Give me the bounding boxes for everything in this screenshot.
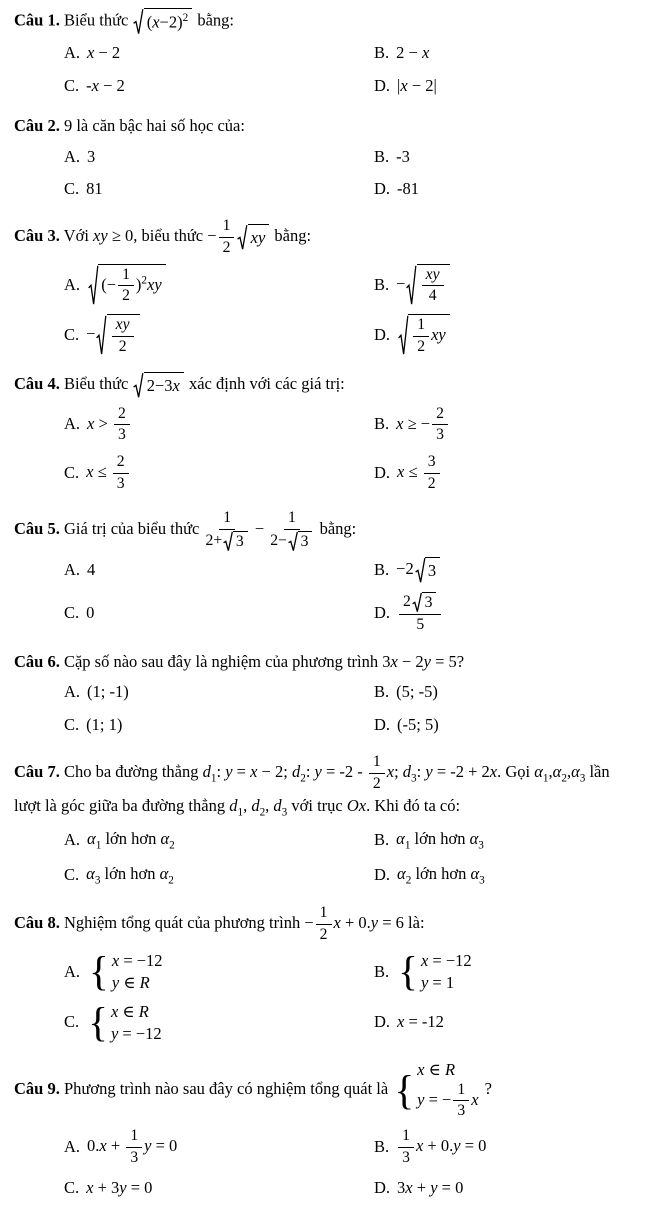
option-key: C. xyxy=(64,325,80,345)
radical-icon xyxy=(406,264,416,307)
question-stem: Giá trị của biểu thức 1 2+ 3 − 1 2− 3 bằng: xyxy=(63,508,357,550)
option-C xyxy=(64,588,374,639)
option-key: B. xyxy=(374,961,390,981)
brace-icon: { xyxy=(89,948,109,995)
option-text: 81 xyxy=(86,179,103,199)
option-key: A. xyxy=(64,43,81,63)
option-D xyxy=(374,310,636,361)
question-6 xyxy=(14,650,636,742)
option-key: C. xyxy=(64,1177,80,1197)
option-text: -x − 2 xyxy=(86,76,125,95)
option-key: B. xyxy=(374,43,390,63)
option-C xyxy=(64,173,374,206)
question-label: Câu 5. xyxy=(14,518,60,538)
option-text: (1; 1) xyxy=(86,715,123,735)
option-key: C. xyxy=(64,179,80,199)
option-key: B. xyxy=(374,146,390,166)
options-grid xyxy=(14,141,636,207)
option-key: D. xyxy=(374,864,391,884)
option-C xyxy=(64,310,374,361)
question-label: Câu 6. xyxy=(14,651,60,671)
options-grid xyxy=(14,37,636,103)
brace-icon: { xyxy=(398,948,418,995)
option-key: D. xyxy=(374,463,391,483)
question-label: Câu 9. xyxy=(14,1079,60,1099)
question-stem: Biểu thức $(x-2)^2$ bằng: xyxy=(64,10,234,29)
option-B xyxy=(374,823,636,858)
option-key: C. xyxy=(64,602,80,622)
option-B xyxy=(374,676,636,709)
option-B xyxy=(374,260,636,311)
option-key: A. xyxy=(64,829,81,849)
option-A xyxy=(64,553,374,588)
option-key: A. xyxy=(64,274,81,294)
option-key: C. xyxy=(64,715,80,735)
option-text: − $\frac{xy}{2}$ xyxy=(86,314,140,357)
question-stem-row xyxy=(14,904,636,945)
question-stem-row xyxy=(14,217,636,258)
question-stem-row xyxy=(14,114,636,139)
brace-icon: { xyxy=(394,1066,415,1113)
question-label: Câu 2. xyxy=(14,115,60,135)
option-text: 3x + y = 0 xyxy=(397,1177,464,1197)
brace-icon: { xyxy=(88,999,108,1046)
question-8 xyxy=(14,904,636,1048)
question-list xyxy=(14,8,636,1205)
option-text: − $\frac{xy}{4}$ xyxy=(396,264,450,307)
option-key: A. xyxy=(64,414,81,434)
option-text: -81 xyxy=(397,179,420,199)
options-grid xyxy=(14,260,636,361)
option-D xyxy=(374,70,636,103)
radical-icon xyxy=(237,224,247,251)
question-4 xyxy=(14,372,636,498)
option-key: D. xyxy=(374,1177,391,1197)
options-grid xyxy=(14,401,636,498)
question-5 xyxy=(14,509,636,639)
question-2 xyxy=(14,114,636,206)
option-key: B. xyxy=(374,1137,390,1157)
option-text: 0.x + $\frac{1}{3}$ y = 0 xyxy=(87,1127,178,1167)
option-key: D. xyxy=(374,1012,391,1032)
option-key: C. xyxy=(64,76,80,95)
radical-icon xyxy=(398,314,408,357)
option-D xyxy=(374,997,636,1048)
option-text: x + 3y = 0 xyxy=(86,1177,153,1197)
option-text: x ≤ $\frac{2}{3}$ xyxy=(86,453,130,494)
option-C xyxy=(64,449,374,498)
question-7 xyxy=(14,753,636,893)
option-A xyxy=(64,1123,374,1172)
option-text: (− $\frac{1}{2}$ )$^2$xy xyxy=(87,264,167,307)
question-stem-row xyxy=(14,372,636,399)
option-B xyxy=(374,553,636,588)
question-label: Câu 1. xyxy=(14,10,60,30)
question-label: Câu 3. xyxy=(14,226,60,246)
option-key: C. xyxy=(64,463,80,483)
option-text: (-5; 5) xyxy=(397,715,439,735)
option-key: D. xyxy=(374,715,391,735)
option-C xyxy=(64,1172,374,1205)
radical-icon xyxy=(133,8,143,35)
option-text: (1; -1) xyxy=(87,682,129,702)
question-stem-row xyxy=(14,509,636,552)
option-key: D. xyxy=(374,179,391,199)
option-text: $\alpha_3$ lớn hơn $\alpha_2$ xyxy=(86,863,174,887)
options-grid xyxy=(14,823,636,893)
option-key: D. xyxy=(374,602,391,622)
option-D xyxy=(374,173,636,206)
option-text: $\alpha_1$ lớn hơn $\alpha_3$ xyxy=(396,828,484,851)
option-key: A. xyxy=(64,682,81,702)
option-text: x ≥ − $\frac{2}{3}$ xyxy=(396,405,450,446)
option-D xyxy=(374,449,636,498)
option-C xyxy=(64,709,374,742)
option-B xyxy=(374,1123,636,1172)
option-D xyxy=(374,858,636,893)
option-text: (5; -5) xyxy=(396,682,438,702)
question-9 xyxy=(14,1059,636,1204)
question-label: Câu 4. xyxy=(14,373,60,393)
option-text: 3 xyxy=(87,146,96,166)
radical-icon xyxy=(415,557,425,584)
option-key: B. xyxy=(374,829,390,849)
option-key: C. xyxy=(64,1012,80,1032)
question-3 xyxy=(14,217,636,361)
option-text: 4 xyxy=(87,560,96,580)
option-D xyxy=(374,709,636,742)
option-key: D. xyxy=(374,76,391,95)
option-text: −2 3 xyxy=(396,557,441,584)
question-stem: Với xy ≥ 0, biểu thức − $\frac{1}{2}$ xy bằng: xyxy=(63,217,312,256)
option-key: B. xyxy=(374,414,390,434)
option-text: { x = −12 y = 1 xyxy=(398,948,472,995)
options-grid xyxy=(14,946,636,1048)
radical-icon xyxy=(96,314,106,357)
option-text: |x − 2| xyxy=(397,76,437,95)
option-A xyxy=(64,401,374,450)
radical-icon xyxy=(88,264,98,307)
radical-icon xyxy=(412,592,422,613)
option-key: A. xyxy=(64,961,81,981)
option-B xyxy=(374,946,636,997)
option-A xyxy=(64,260,374,311)
question-stem-row xyxy=(14,8,636,35)
option-key: D. xyxy=(374,325,391,345)
option-C xyxy=(64,858,374,893)
question-1 xyxy=(14,8,636,103)
option-A xyxy=(64,37,374,70)
option-key: A. xyxy=(64,1137,81,1157)
option-D xyxy=(374,1172,636,1205)
option-text: x = -12 xyxy=(397,1012,444,1032)
question-stem: Phương trình nào sau đây có nghiệm tổng quát là { x ∈ R y = − $\frac{1}{3}$ x ? xyxy=(63,1060,492,1120)
option-key: B. xyxy=(374,274,390,294)
options-grid xyxy=(14,676,636,742)
radical-icon xyxy=(133,372,143,399)
option-text: $\frac{1}{2}$ xy xyxy=(397,314,451,357)
question-stem: Biểu thức 2−3x xác định với các giá trị: xyxy=(64,374,345,393)
option-text: x ≤ $\frac{3}{2}$ xyxy=(397,453,441,494)
question-stem: Nghiệm tổng quát của phương trình − $\frac{1}{2}$ x + 0.y = 6 là: xyxy=(63,903,425,943)
question-label: Câu 8. xyxy=(14,912,60,932)
option-B xyxy=(374,401,636,450)
option-key: B. xyxy=(374,682,390,702)
option-A xyxy=(64,946,374,997)
option-A xyxy=(64,823,374,858)
option-text: 0 xyxy=(86,602,95,622)
option-A xyxy=(64,141,374,174)
options-grid xyxy=(14,553,636,638)
option-B xyxy=(374,37,636,70)
option-text: x − 2 xyxy=(87,43,121,63)
option-C xyxy=(64,70,374,103)
options-grid xyxy=(14,1123,636,1204)
option-text: $\alpha_1$ lớn hơn $\alpha_2$ xyxy=(87,828,175,851)
option-A xyxy=(64,676,374,709)
option-D xyxy=(374,588,636,639)
question-stem: Cặp số nào sau đây là nghiệm của phương trình 3x − 2y = 5? xyxy=(63,651,465,671)
option-text: { x ∈ R y = −12 xyxy=(88,999,162,1046)
option-B xyxy=(374,141,636,174)
option-text: $\alpha_2$ lớn hơn $\alpha_3$ xyxy=(397,863,485,887)
option-text: { x = −12 y ∈ R xyxy=(89,948,163,995)
question-stem: 9 là căn bậc hai số học của: xyxy=(63,115,245,135)
option-key: A. xyxy=(64,560,81,580)
question-stem-row xyxy=(14,650,636,675)
option-text: $\frac{1}{3}$ x + 0.y = 0 xyxy=(396,1127,486,1168)
question-label: Câu 7. xyxy=(14,761,60,781)
option-text: 2 − x xyxy=(396,43,430,63)
radical-icon xyxy=(288,531,298,552)
option-key: B. xyxy=(374,560,390,580)
option-text: x > $\frac{2}{3}$ xyxy=(87,405,132,446)
question-stem-row xyxy=(14,753,636,821)
option-text: -3 xyxy=(396,146,410,166)
option-key: A. xyxy=(64,146,81,166)
option-C xyxy=(64,997,374,1048)
option-key: C. xyxy=(64,864,80,884)
question-stem-row xyxy=(14,1059,636,1121)
option-text: 2 3 5 xyxy=(397,592,443,635)
radical-icon xyxy=(223,531,233,552)
question-stem: Cho ba đường thẳng $d_1$: y = x − 2; $d_2$: y = -2 - $\frac{1}{2}$ x; $d_3$: y = -2 + 2x. Gọi $\alpha_1,\alpha_2,\alpha_3$ lần lượt là góc giữa ba đường thẳng $d_1$, $d_2$, $d_3$ với trục Ox. Khi đó ta có: xyxy=(14,752,610,818)
